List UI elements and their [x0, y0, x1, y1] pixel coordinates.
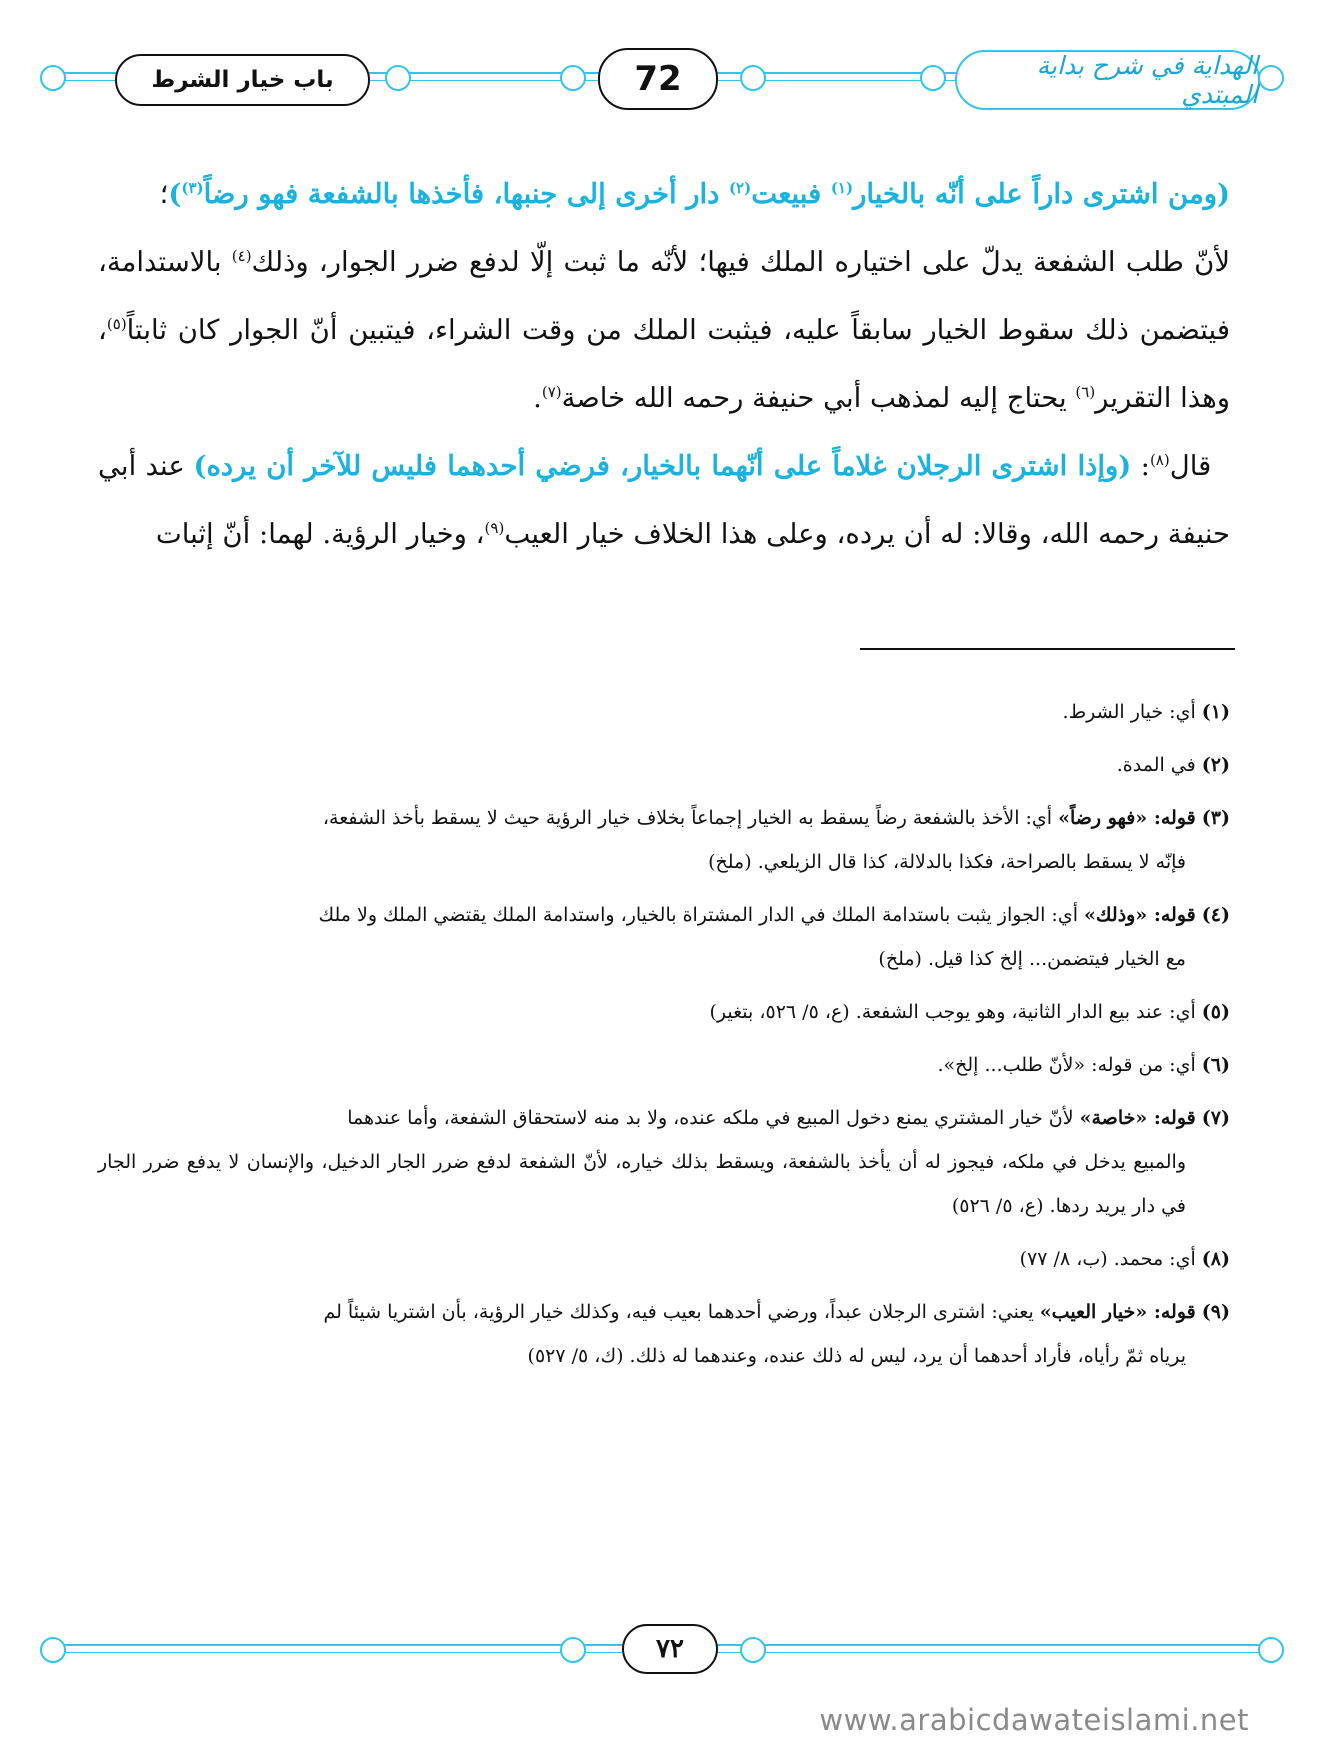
- footnote-item: [98, 796, 1230, 884]
- footnote-text: أي: محمد. (ب، ٨/ ٧٧): [1019, 1248, 1196, 1270]
- footnote-text: أي: الجواز يثبت باستدامة الملك في الدار المشتراة بالخيار، واستدامة الملك يقتضي الملك ولا ملك: [318, 904, 1085, 926]
- book-title: الهداية في شرح بداية المبتدي: [955, 50, 1260, 110]
- footnote-label: قوله: «فهو رضاً»: [1058, 807, 1196, 829]
- footnote-text: أي: عند بيع الدار الثانية، وهو يوجب الشفعة. (ع، ٥/ ٥٢٦، بتغير): [709, 1001, 1196, 1023]
- page-footer: [40, 1622, 1280, 1682]
- body-text: قال: [1169, 450, 1212, 482]
- quote-text: ): [168, 178, 182, 210]
- footnote-number: (٥): [1201, 1001, 1230, 1023]
- footnote-number: (٢): [1201, 754, 1230, 776]
- ornament-curl-icon: [40, 65, 66, 91]
- website-watermark[interactable]: www.arabicdawateislami.net: [819, 1703, 1249, 1737]
- footer-page-number: ٧٢: [622, 1624, 718, 1674]
- body-text: ، وهذا التقرير: [98, 314, 1230, 414]
- footnote-label: قوله: «خيار العيب»: [1039, 1301, 1196, 1323]
- footnote-ref[interactable]: (٥): [106, 314, 127, 333]
- chapter-title: باب خيار الشرط: [115, 54, 370, 106]
- ornament-curl-icon: [385, 65, 411, 91]
- body-text: .: [533, 382, 542, 414]
- footnote-item: [98, 743, 1230, 787]
- quote-text: (ومن اشترى داراً على أنّه بالخيار: [853, 178, 1230, 210]
- body-text: بالاستدامة، فيتضمن ذلك سقوط الخيار سابقاً عليه، فيثبت الملك من وقت الشراء، فيتبين أنّ الجوار كان ثابتاً: [98, 246, 1230, 346]
- quote-text: فبيعت: [751, 178, 831, 210]
- footnote-ref[interactable]: (٨): [1149, 450, 1170, 469]
- footnote-text: في المدة.: [1116, 754, 1196, 776]
- footnote-ref[interactable]: (٩): [484, 518, 505, 537]
- footnote-continuation: والمبيع يدخل في ملكه، فيجوز له أن يأخذ بالشفعة، ويسقط بذلك خياره، لأنّ الشفعة لدفع ضرر الجار الدخيل، والإنسان لا يدفع ضرر الجار في دار يريد ردها. (ع، ٥/ ٥٢٦): [98, 1151, 1186, 1217]
- footnote-number: (٧): [1201, 1107, 1230, 1129]
- footnote-ref[interactable]: (٢): [728, 178, 752, 197]
- footnote-item: [98, 1043, 1230, 1087]
- ornament-curl-icon: [40, 1637, 66, 1663]
- matn-quote: [168, 178, 1230, 210]
- footnote-ref[interactable]: (٦): [1075, 382, 1096, 401]
- footnote-text: أي: خيار الشرط.: [1062, 701, 1196, 723]
- footnote-continuation: مع الخيار فيتضمن... إلخ كذا قيل. (ملخ): [878, 948, 1186, 970]
- footnote-ref[interactable]: (٤): [231, 246, 252, 265]
- footnote-continuation: فإنّه لا يسقط بالصراحة، فكذا بالدلالة، كذا قال الزيلعي. (ملخ): [708, 851, 1186, 873]
- ornament-curl-icon: [1258, 65, 1284, 91]
- footnote-number: (٣): [1201, 807, 1230, 829]
- footnote-number: (٤): [1201, 904, 1230, 926]
- body-text: يحتاج إليه لمذهب أبي حنيفة رحمه الله خاصة: [561, 382, 1076, 414]
- footnote-text: لأنّ خيار المشتري يمنع دخول المبيع في ملكه عنده، ولا بد منه لاستحقاق الشفعة، وأما عندهما: [347, 1107, 1080, 1129]
- ornament-curl-icon: [740, 1637, 766, 1663]
- footnote-text: أي: من قوله: «لأنّ طلب... إلخ».: [937, 1054, 1196, 1076]
- footnote-text: يعني: اشترى الرجلان عبداً، ورضي أحدهما بعيب فيه، وكذلك خيار الرؤية، بأن اشتريا شيئاً لم: [323, 1301, 1040, 1323]
- footnote-item: [98, 990, 1230, 1034]
- main-text: [98, 160, 1230, 568]
- page-number: 72: [598, 48, 718, 110]
- body-text: عند أبي حنيفة رحمه الله، وقالا: له أن يرده، وعلى هذا الخلاف خيار العيب: [98, 450, 1230, 550]
- footnote-number: (١): [1201, 701, 1230, 723]
- ornament-curl-icon: [560, 65, 586, 91]
- paragraph-1: [98, 160, 1230, 228]
- footnote-continuation: يرياه ثمّ رأياه، فأراد أحدهما أن يرد، ليس له ذلك عنده، وعندهما له ذلك. (ك، ٥/ ٥٢٧): [527, 1345, 1186, 1367]
- footnote-item: [98, 690, 1230, 734]
- footnotes: [98, 690, 1230, 1387]
- footnote-ref[interactable]: (١): [830, 178, 854, 197]
- footnote-item: [98, 1290, 1230, 1378]
- quote-text: دار أخرى إلى جنبها، فأخذها بالشفعة فهو رضاً: [203, 178, 729, 210]
- punctuation: ؛: [159, 178, 169, 210]
- footnote-ref[interactable]: (٣): [181, 178, 204, 197]
- footnote-number: (٦): [1201, 1054, 1230, 1076]
- footnote-label: قوله: «خاصة»: [1079, 1107, 1196, 1129]
- ornament-curl-icon: [560, 1637, 586, 1663]
- page-header: [40, 42, 1280, 118]
- ornament-curl-icon: [1258, 1637, 1284, 1663]
- footnote-number: (٨): [1201, 1248, 1230, 1270]
- punctuation: :: [1131, 450, 1150, 482]
- footnote-item: [98, 1237, 1230, 1281]
- footnote-item: [98, 1096, 1230, 1228]
- footnote-number: (٩): [1201, 1301, 1230, 1323]
- ornament-curl-icon: [740, 65, 766, 91]
- ornament-curl-icon: [920, 65, 946, 91]
- footnote-label: قوله: «وذلك»: [1084, 904, 1196, 926]
- paragraph-3: [98, 432, 1230, 568]
- paragraph-2: [98, 228, 1230, 432]
- body-text: ، وخيار الرؤية. لهما: أنّ إثبات: [155, 518, 485, 550]
- footnote-separator: [860, 648, 1235, 650]
- footnote-ref[interactable]: (٧): [541, 382, 562, 401]
- footnote-item: [98, 893, 1230, 981]
- matn-quote: (وإذا اشترى الرجلان غلاماً على أنّهما بالخيار، فرضي أحدهما فليس للآخر أن يرده): [193, 450, 1132, 482]
- footnote-text: أي: الأخذ بالشفعة رضاً يسقط به الخيار إجماعاً بخلاف خيار الرؤية حيث لا يسقط بأخذ الشفعة،: [322, 807, 1059, 829]
- body-text: لأنّ طلب الشفعة يدلّ على اختياره الملك فيها؛ لأنّه ما ثبت إلّا لدفع ضرر الجوار، وذلك: [251, 246, 1230, 278]
